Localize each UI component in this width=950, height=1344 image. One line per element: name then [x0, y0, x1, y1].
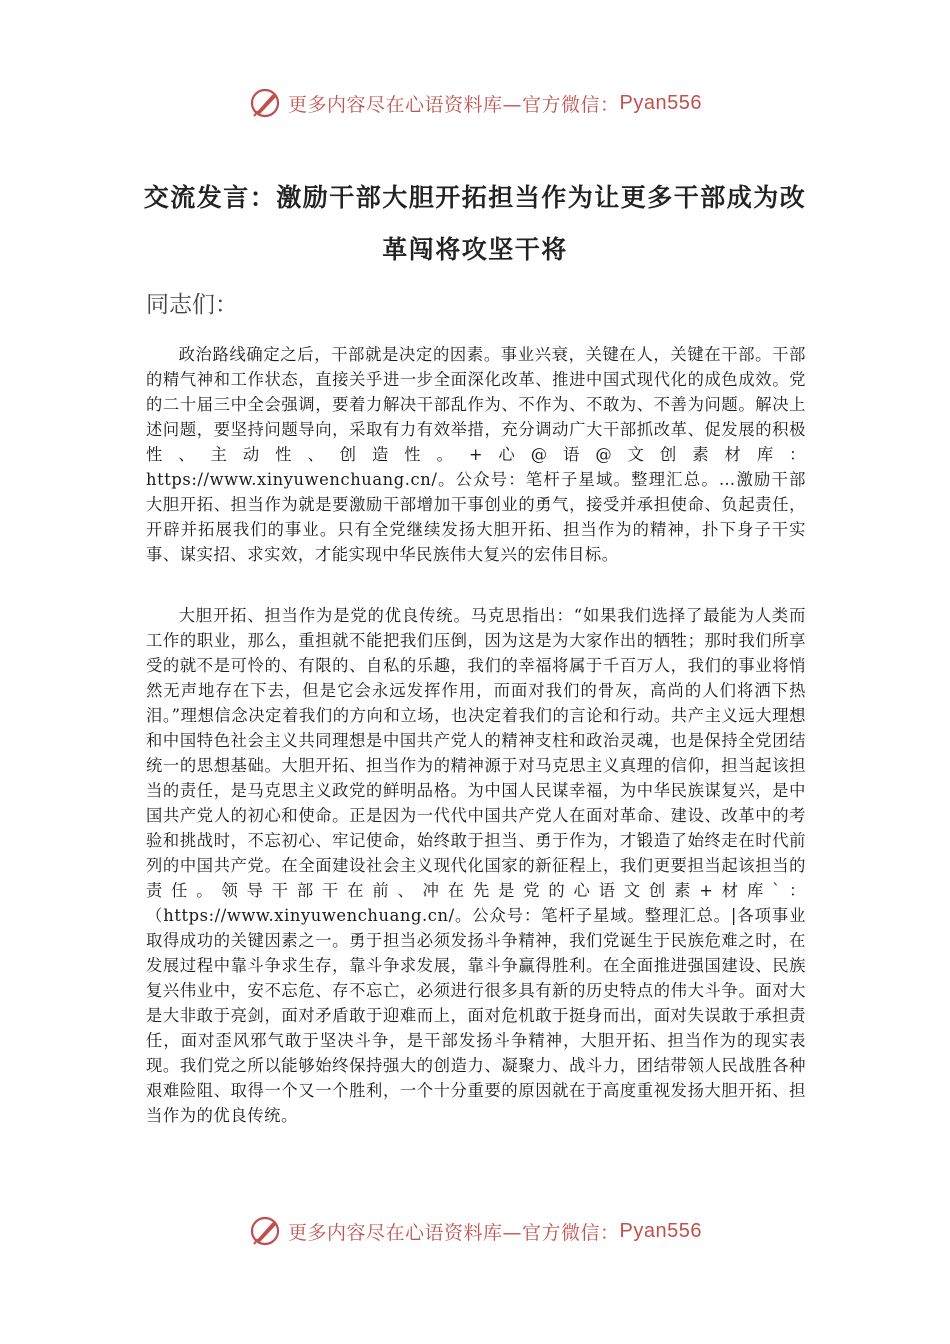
body-paragraph-1: 政治路线确定之后，干部就是决定的因素。事业兴衰，关键在人，关键在干部。干部的精气神和工作状态，直接关乎进一步全面深化改革、推进中国式现代化的成色成效。党的二十届三中全会强调，要着力解决干部乱作为、不作为、不敢为、不善为问题。解决上述问题，要坚持问题导向，采取有力有效举措，充分调动广大干部抓改革、促发展的积极性、主动性、创造性。+心@语@文创素材库：https://www.xinyuwenchuang.cn/。公众号：笔杆子星域。整理汇总。…激励干部大胆开拓、担当作为就是要激励干部增加干事创业的勇气，接受并承担使命、负起责任，开辟并拓展我们的事业。只有全党继续发扬大胆开拓、担当作为的精神，扑下身子干实事、谋实招、求实效，才能实现中华民族伟大复兴的宏伟目标。: [146, 345, 806, 564]
document-title: 交流发言：激励干部大胆开拓担当作为让更多干部成为改革闯将攻坚干将: [143, 183, 807, 264]
quill-logo-icon: [248, 86, 282, 120]
banner-wechat-id: Pyan556: [619, 1219, 702, 1242]
header-watermark-banner: [0, 83, 950, 123]
banner-text: 更多内容尽在心语资料库—官方微信：: [288, 93, 620, 116]
body-paragraph-2: 大胆开拓、担当作为是党的优良传统。马克思指出：“如果我们选择了最能为人类而工作的职业，那么，重担就不能把我们压倒，因为这是为大家作出的牺牲；那时我们所享受的就不是可怜的、有限的、自私的乐趣，我们的幸福将属于千百万人，我们的事业将悄然无声地存在下去，但是它会永远发挥作用，而面对我们的骨灰，高尚的人们将洒下热泪。”理想信念决定着我们的方向和立场，也决定着我们的言论和行动。共产主义远大理想和中国特色社会主义共同理想是中国共产党人的精神支柱和政治灵魂，也是保持全党团结统一的思想基础。大胆开拓、担当作为的精神源于对马克思主义真理的信仰，担当起该担当的责任，是马克思主义政党的鲜明品格。为中国人民谋幸福，为中华民族谋复兴，是中国共产党人的初心和使命。正是因为一代代中国共产党人在面对革命、建设、改革中的考验和挑战时，不忘初心、牢记使命，始终敢于担当、勇于作为，才锻造了始终走在时代前列的中国共产党。在全面建设社会主义现代化国家的新征程上，我们更要担当起该担当的责任。领导干部干在前、冲在先是党的心语文创素+材库`：（https://www.xinyuwenchuang.cn/。公众号：笔杆子星域。整理汇总。|各项事业取得成功的关键因素之一。勇于担当必须发扬斗争精神，我们党诞生于民族危难之时，在发展过程中靠斗争求生存，靠斗争求发展，靠斗争赢得胜利。在全面推进强国建设、民族复兴伟业中，安不忘危、存不忘亡，必须进行很多具有新的历史特点的伟大斗争。面对大是大非敢于亮剑，面对矛盾敢于迎难而上，面对危机敢于挺身而出，面对失误敢于承担责任，面对歪风邪气敢于坚决斗争，是干部发扬斗争精神，大胆开拓、担当作为的现实表现。我们党之所以能够始终保持强大的创造力、凝聚力、战斗力，团结带领人民战胜各种艰难险阻、取得一个又一个胜利，一个十分重要的原因就在于高度重视发扬大胆开拓、担当作为的优良传统。: [146, 606, 806, 1125]
quill-logo-icon: [248, 1214, 282, 1248]
banner-wechat-id: Pyan556: [619, 91, 702, 114]
greeting: 同志们：: [146, 292, 238, 318]
banner-text: 更多内容尽在心语资料库—官方微信：: [288, 1221, 620, 1244]
footer-watermark-banner: [0, 1211, 950, 1251]
